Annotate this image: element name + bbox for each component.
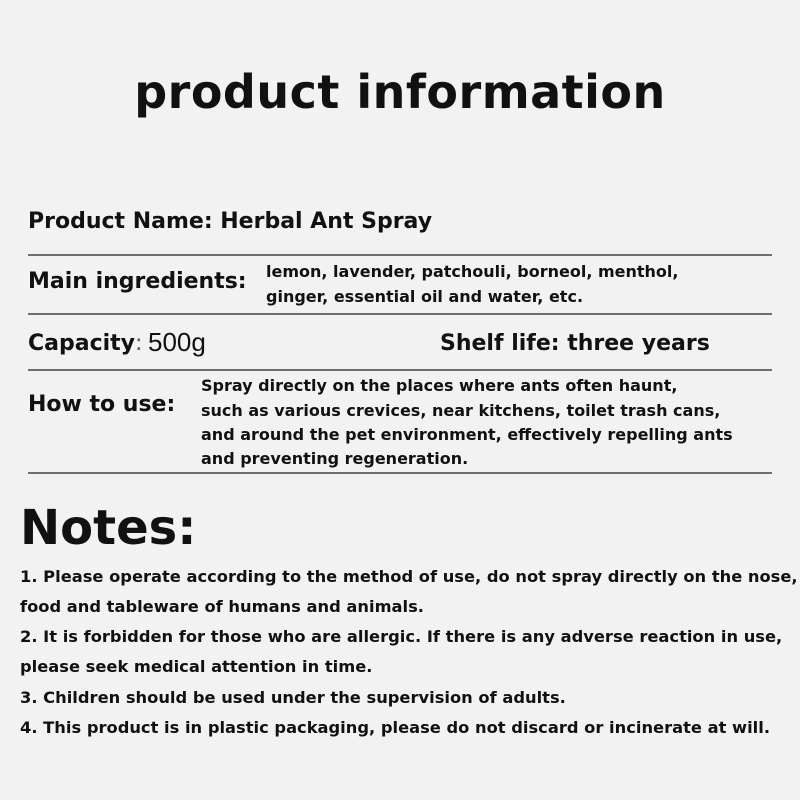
note-line: 4. This product is in plastic packaging, please do not discard or incinerate at will.: [20, 718, 771, 737]
note-line: please seek medical attention in time.: [20, 657, 373, 676]
note-line: food and tableware of humans and animals.: [20, 597, 424, 616]
note-line: 2. It is forbidden for those who are allergic. If there is any adverse reaction in use,: [20, 627, 783, 646]
divider: [28, 472, 772, 474]
note-line: 1. Please operate according to the method of use, do not spray directly on the nose,: [20, 567, 798, 586]
page-title: product information: [134, 65, 666, 119]
ingredients-line: lemon, lavender, patchouli, borneol, menthol,: [266, 262, 679, 281]
capacity-value: 500g: [148, 327, 206, 357]
how-to-use-line: and preventing regeneration.: [201, 449, 469, 468]
ingredients-line: ginger, essential oil and water, etc.: [266, 287, 584, 306]
notes-heading: Notes:: [20, 500, 197, 556]
how-to-use-line: such as various crevices, near kitchens, toilet trash cans,: [201, 401, 721, 420]
capacity-label: [28, 330, 142, 358]
divider: [28, 254, 772, 256]
divider: [28, 313, 772, 315]
ingredients-label: Main ingredients:: [28, 269, 247, 294]
shelf-life: Shelf life: three years: [440, 331, 710, 356]
note-line: 3. Children should be used under the supervision of adults.: [20, 688, 566, 707]
how-to-use-line: Spray directly on the places where ants often haunt,: [201, 376, 678, 395]
how-to-use-label: How to use:: [28, 392, 176, 417]
how-to-use-line: and around the pet environment, effectively repelling ants: [201, 425, 733, 444]
capacity-label-text: Capacity: [28, 331, 136, 356]
product-name: Product Name: Herbal Ant Spray: [28, 209, 433, 234]
capacity-separator: :: [135, 331, 143, 356]
divider: [28, 369, 772, 371]
